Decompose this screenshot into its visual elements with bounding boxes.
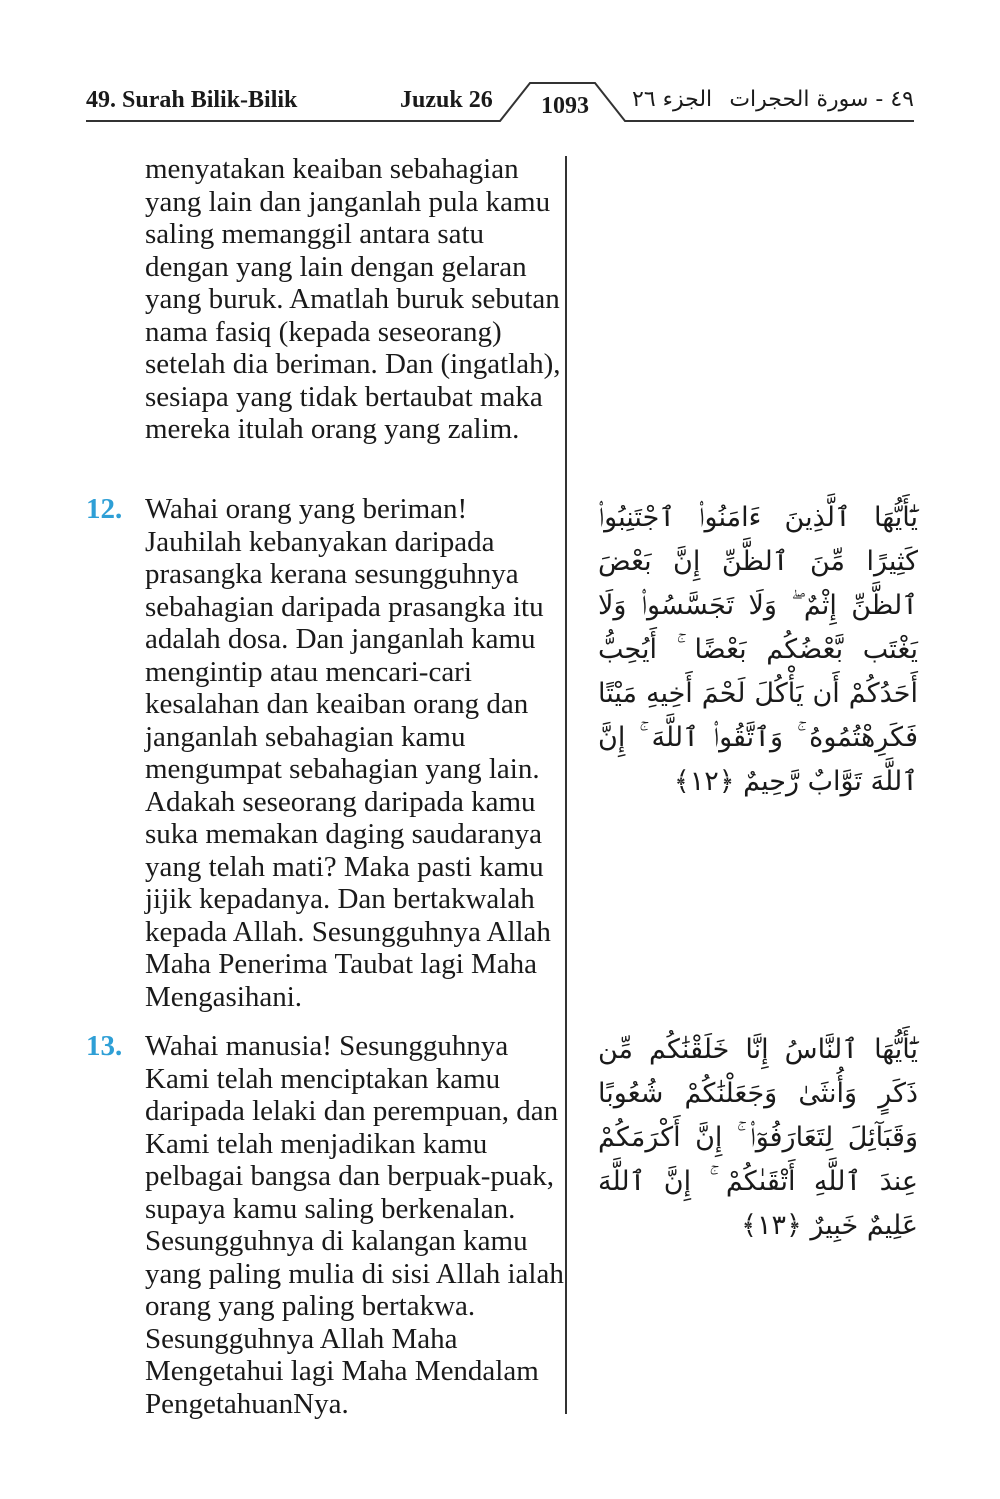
page-number: 1093 (541, 93, 589, 119)
verse-number: 13. (86, 1030, 123, 1062)
header-surah-title: 49. Surah Bilik-Bilik (86, 87, 298, 113)
verse-translation: Wahai orang yang beriman! Jauhilah kebanyakan daripada prasangka kerana sesungguhnya sebahagian daripada prasangka itu adalah dosa. Dan janganlah kamu mengintip atau mencari-cari kesalahan dan keaiban orang dan janganlah sebahagian kamu mengumpat sebahagian yang lain. Adakah seseorang daripada kamu suka memakan daging saudaranya yang telah mati? Maka pasti kamu jijik kepadanya. Dan bertakwalah kepada Allah. Sesungguhnya Allah Maha Penerima Taubat lagi Maha Mengasihani. (145, 493, 551, 1013)
header-juz-label: Juzuk 26 (400, 87, 493, 113)
verse-arabic: يَٰٓأَيُّهَا ٱلنَّاسُ إِنَّا خَلَقْنَٰكُم مِّن ذَكَرٍ وَأُنثَىٰ وَجَعَلْنَٰكُمْ شُعُوبًا وَقَبَآئِلَ لِتَعَارَفُوٓا۟ ۚ إِنَّ أَكْرَمَكُمْ عِندَ ٱللَّهِ أَتْقَىٰكُمْ ۚ إِنَّ ٱللَّهَ عَلِيمٌ خَبِيرٌ ﴿١٣﴾ (598, 1034, 918, 1241)
verse-11-continuation: menyatakan keaiban sebahagian yang lain dan janganlah pula kamu saling memanggil antara satu dengan yang lain dengan gelaran yang buruk. Amatlah buruk sebutan nama fasiq (kepada seseorang) setelah dia beriman. Dan (ingatlah), sesiapa yang tidak bertaubat maka mereka itulah orang yang zalim. (145, 153, 561, 445)
verse-number: 12. (86, 493, 123, 525)
header-rule (0, 0, 1000, 130)
header-juz-arabic: الجزء ٢٦ (632, 87, 713, 112)
header-surah-arabic: ٤٩ - سورة الحجرات (729, 87, 914, 112)
verse-arabic: يَٰٓأَيُّهَا ٱلَّذِينَ ءَامَنُوا۟ ٱجْتَنِبُوا۟ كَثِيرًا مِّنَ ٱلظَّنِّ إِنَّ بَعْضَ ٱلظَّنِّ إِثْمٌ ۖ وَلَا تَجَسَّسُوا۟ وَلَا يَغْتَب بَّعْضُكُم بَعْضًا ۚ أَيُحِبُّ أَحَدُكُمْ أَن يَأْكُلَ لَحْمَ أَخِيهِ مَيْتًا فَكَرِهْتُمُوهُ ۚ وَٱتَّقُوا۟ ٱللَّهَ ۚ إِنَّ ٱللَّهَ تَوَّابٌ رَّحِيمٌ ﴿١٢﴾ (598, 502, 918, 797)
column-divider (565, 156, 567, 1414)
verse-translation: Wahai manusia! Sesungguhnya Kami telah menciptakan kamu daripada lelaki dan perempuan, dan Kami telah menjadikan kamu pelbagai bangsa dan berpuak-puak, supaya kamu saling berkenalan. Sesungguhnya di kalangan kamu yang paling mulia di sisi Allah ialah orang yang paling bertakwa. Sesungguhnya Allah Maha Mengetahui lagi Maha Mendalam PengetahuanNya. (145, 1030, 564, 1420)
